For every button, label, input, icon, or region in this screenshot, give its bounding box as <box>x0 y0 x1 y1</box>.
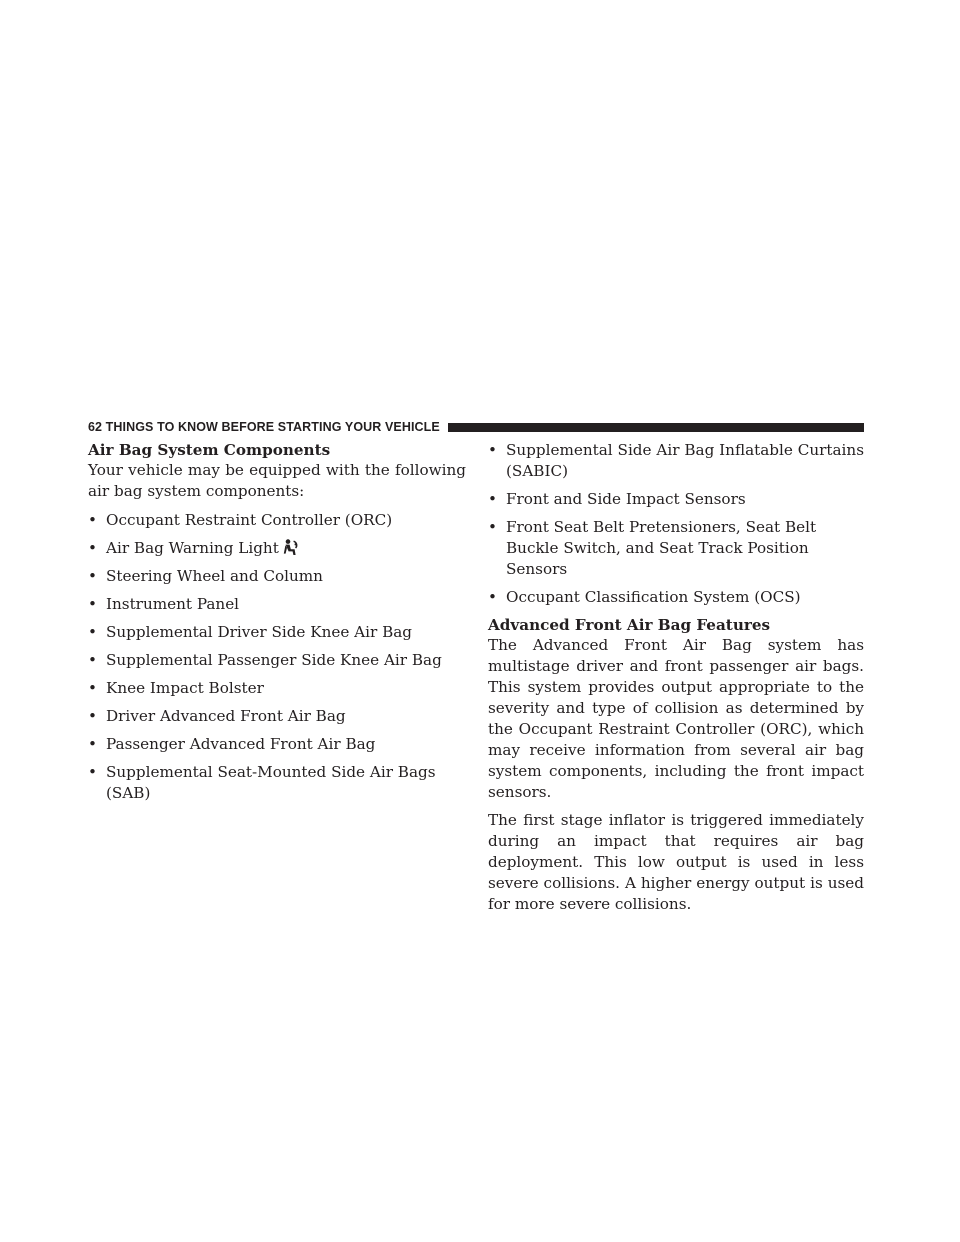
section-heading-components: Air Bag System Components <box>88 441 331 459</box>
list-item-text: Instrument Panel <box>106 595 240 613</box>
list-item <box>88 622 466 643</box>
list-item-text: Supplemental Driver Side Knee Air Bag <box>106 623 413 641</box>
left-column <box>88 440 466 811</box>
bullet: • <box>88 511 97 529</box>
bullet: • <box>88 595 97 613</box>
bullet: • <box>488 490 497 508</box>
list-item-text: Driver Advanced Front Air Bag <box>106 707 346 725</box>
list-item-text: Steering Wheel and Column <box>106 567 323 585</box>
list-item <box>88 762 466 804</box>
bullet: • <box>488 588 497 606</box>
page-number-and-section-title: 62 THINGS TO KNOW BEFORE STARTING YOUR VEHICLE <box>88 420 440 434</box>
airbag-warning-icon <box>283 539 299 556</box>
bullet: • <box>88 651 97 669</box>
list-item <box>88 734 466 755</box>
list-item-text: Supplemental Passenger Side Knee Air Bag <box>106 651 442 669</box>
list-item <box>488 517 864 580</box>
list-item-text: Front and Side Impact Sensors <box>506 490 746 508</box>
components-list <box>88 510 466 804</box>
list-item <box>88 566 466 587</box>
page-header <box>88 418 864 436</box>
list-item <box>88 538 466 559</box>
bullet: • <box>88 623 97 641</box>
list-item <box>488 489 864 510</box>
bullet: • <box>488 441 497 459</box>
components-intro: Your vehicle may be equipped with the following air bag system components: <box>88 461 466 500</box>
bullet: • <box>88 567 97 585</box>
components-list-continued <box>488 440 864 608</box>
list-item <box>88 650 466 671</box>
list-item <box>488 587 864 608</box>
bullet: • <box>88 707 97 725</box>
list-item-text: Passenger Advanced Front Air Bag <box>106 735 376 753</box>
advanced-features-paragraph-2: The first stage inflator is triggered immediately during an impact that requires air bag deployment. This low output is used in less severe collisions. A higher energy output is used for more severe collisions. <box>488 811 864 913</box>
list-item-text: Occupant Restraint Controller (ORC) <box>106 511 393 529</box>
list-item-text: Supplemental Seat-Mounted Side Air Bags (SAB) <box>106 763 436 802</box>
list-item-text: Air Bag Warning Light <box>106 539 279 557</box>
list-item-text: Supplemental Side Air Bag Inflatable Curtains (SABIC) <box>506 441 864 480</box>
list-item-text: Occupant Classification System (OCS) <box>506 588 801 606</box>
list-item <box>488 440 864 482</box>
list-item <box>88 678 466 699</box>
right-column <box>488 440 864 915</box>
list-item <box>88 594 466 615</box>
list-item-text: Front Seat Belt Pretensioners, Seat Belt Buckle Switch, and Seat Track Position Sensors <box>506 518 817 578</box>
list-item <box>88 510 466 531</box>
bullet: • <box>88 679 97 697</box>
bullet: • <box>88 539 97 557</box>
bullet: • <box>88 735 97 753</box>
list-item <box>88 706 466 727</box>
header-rule <box>448 423 864 432</box>
advanced-features-paragraph-1: The Advanced Front Air Bag system has multistage driver and front passenger air bags. This system provides output appropriate to the severity and type of collision as determined by the Occupant Restraint Controller (ORC), which may receive information from several air bag system components, including the front impact sensors. <box>488 636 864 801</box>
list-item-text: Knee Impact Bolster <box>106 679 264 697</box>
bullet: • <box>488 518 497 536</box>
bullet: • <box>88 763 97 781</box>
section-heading-advanced-features: Advanced Front Air Bag Features <box>488 616 771 634</box>
